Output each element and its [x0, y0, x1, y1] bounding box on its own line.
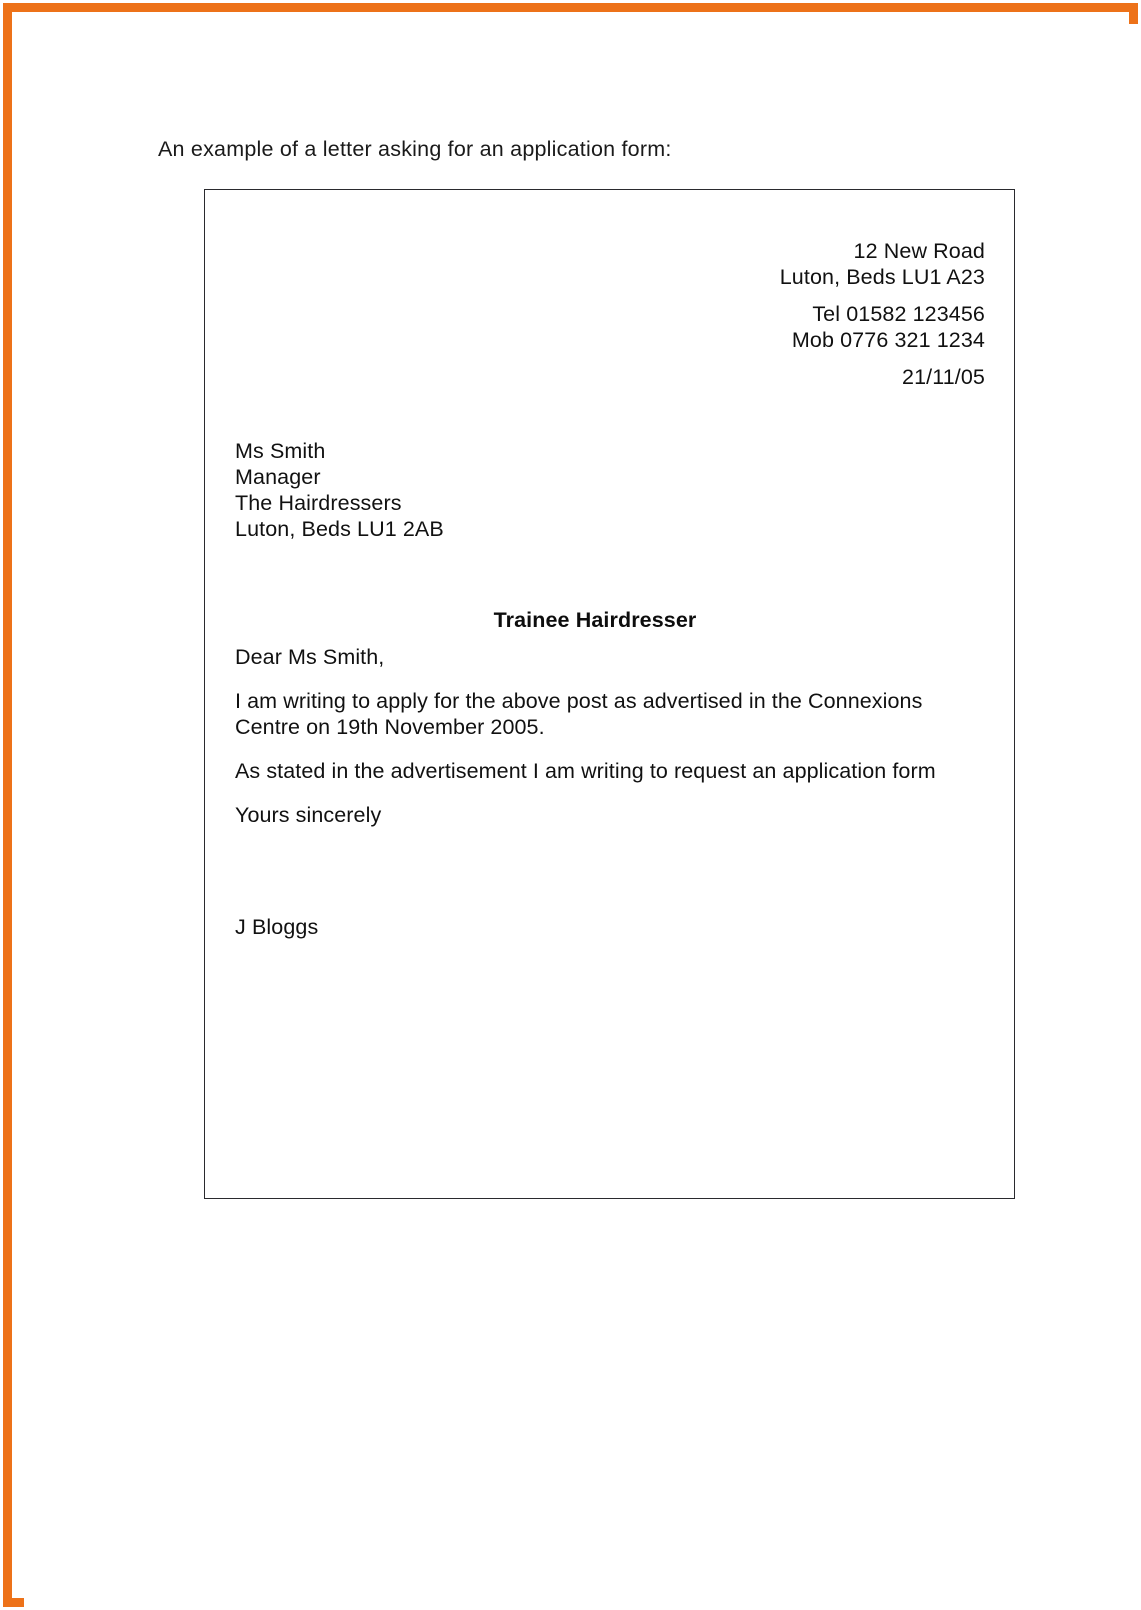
- letter-paragraph: As stated in the advertisement I am writing to request an application form: [235, 759, 936, 783]
- letter-date-group: [780, 364, 985, 390]
- letter-date: 21/11/05: [902, 365, 985, 389]
- letter-container: [204, 189, 1015, 1199]
- letter-signature-name: J Bloggs: [235, 915, 319, 939]
- letter-content: [205, 190, 1014, 1198]
- letter-closing: Yours sincerely: [235, 803, 382, 827]
- recipient-address-block: [235, 438, 444, 542]
- letter-body: [235, 644, 983, 828]
- letter-salutation: Dear Ms Smith,: [235, 645, 385, 669]
- sender-address-block: [780, 238, 985, 390]
- sender-address-line: 12 New Road: [853, 239, 985, 263]
- letter-subject-heading: Trainee Hairdresser: [493, 608, 697, 632]
- sender-mobile-line: Mob 0776 321 1234: [791, 328, 985, 352]
- recipient-address-line: Luton, Beds LU1 2AB: [235, 517, 444, 541]
- recipient-name: Ms Smith: [235, 439, 326, 463]
- page-caption: An example of a letter asking for an application form:: [158, 137, 672, 161]
- recipient-company: The Hairdressers: [235, 491, 402, 515]
- sender-address-line: Luton, Beds LU1 A23: [779, 265, 985, 289]
- recipient-job-title: Manager: [235, 465, 321, 489]
- sender-address-group: [780, 238, 985, 290]
- sender-contact-group: [780, 301, 985, 353]
- letter-paragraph: I am writing to apply for the above post as advertised in the Connexions Centre on 19th November 2005.: [235, 689, 923, 739]
- sender-telephone-line: Tel 01582 123456: [812, 302, 985, 326]
